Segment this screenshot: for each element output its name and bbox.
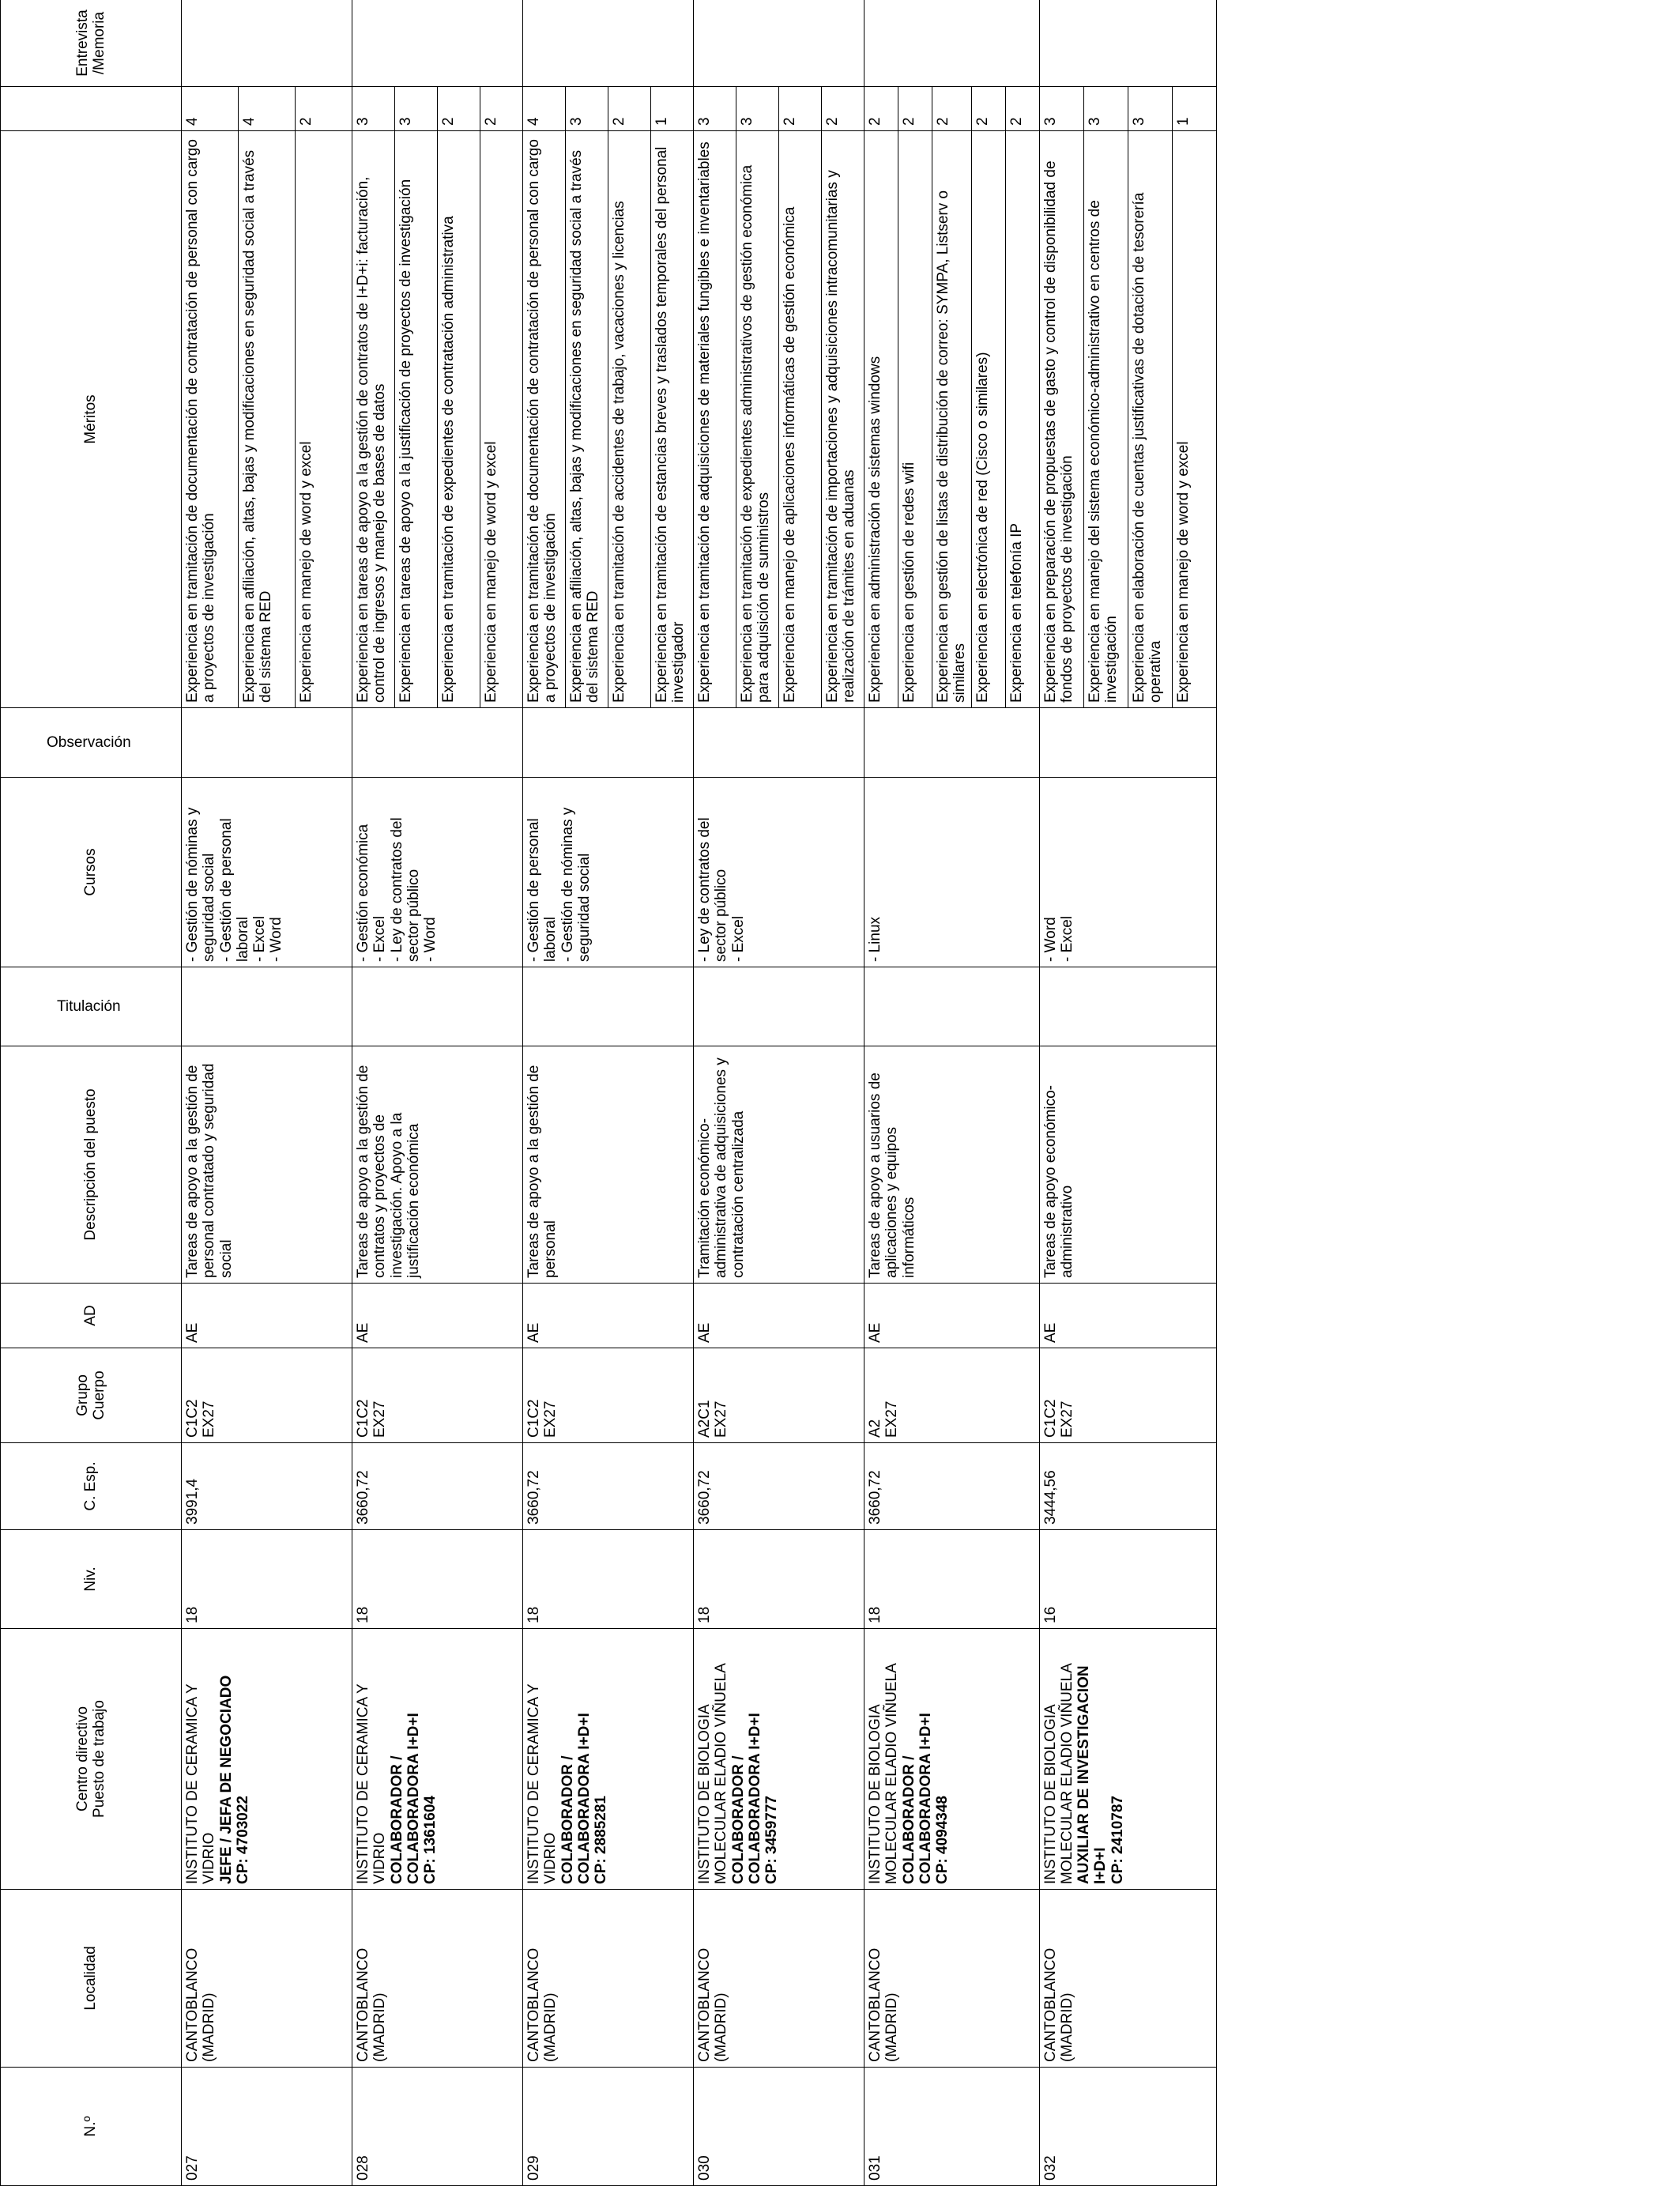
merito-points: 3 (1128, 87, 1172, 131)
puesto-cp: CP: 1361604 (422, 1796, 439, 1884)
cell-niv: 18 (864, 1530, 1040, 1629)
cell-centro (864, 1629, 1040, 1890)
curso-item: - Ley de contratos del sector público (388, 817, 422, 962)
cell-localidad: CANTOBLANCO (MADRID) (864, 1890, 1040, 2068)
curso-item: - Gestión de personal laboral (217, 818, 251, 962)
merito-points: 4 (182, 87, 239, 131)
cell-c-esp: 3660,72 (864, 1443, 1040, 1530)
curso-item: - Ley de contratos del sector público (696, 817, 730, 962)
merito-points: 3 (1083, 87, 1128, 131)
header-localidad: Localidad (1, 1890, 182, 2068)
table-body (182, 0, 1217, 2186)
puesto-title: COLABORADOR / COLABORADORA I+D+I (559, 1713, 593, 1884)
cell-centro (523, 1629, 694, 1890)
cell-cursos (523, 778, 694, 967)
puesto-cp: CP: 4094348 (934, 1796, 951, 1884)
cell-cursos (1039, 778, 1216, 967)
header-centro-line1: Centro directivo (73, 1706, 91, 1812)
cell-localidad: CANTOBLANCO (MADRID) (182, 1890, 352, 2068)
cell-centro (352, 1629, 523, 1890)
merito-text: Experiencia en tramitación de documentación de contratación de personal con cargo a proyectos de investigación (523, 131, 566, 708)
merito-text: Experiencia en afiliación, altas, bajas y modificaciones en seguridad social a través del sistema RED (239, 131, 296, 708)
merito-text: Experiencia en tramitación de expedientes administrativos de gestión económica para adquisición de suministros (736, 131, 779, 708)
merito-points: 3 (694, 87, 736, 131)
cell-no: 031 (864, 2068, 1040, 2186)
merito-text: Experiencia en gestión de redes wifi (898, 131, 932, 708)
curso-item: - Linux (867, 916, 883, 962)
cell-localidad: CANTOBLANCO (MADRID) (352, 1890, 523, 2068)
cell-cursos (352, 778, 523, 967)
cell-titulacion (864, 967, 1040, 1046)
cell-observacion (182, 708, 352, 778)
cell-grupo (1039, 1348, 1216, 1443)
puesto-title: COLABORADOR / COLABORADORA I+D+I (729, 1713, 763, 1884)
table-row (182, 0, 239, 2186)
merito-text: Experiencia en afiliación, altas, bajas y modificaciones en seguridad social a través del sistema RED (566, 131, 608, 708)
cell-c-esp: 3660,72 (694, 1443, 864, 1530)
cell-titulacion (523, 967, 694, 1046)
cell-descripcion: Tareas de apoyo a usuarios de aplicaciones y equipos informáticos (864, 1046, 1040, 1284)
cell-descripcion: Tareas de apoyo a la gestión de personal (523, 1046, 694, 1284)
cell-grupo (864, 1348, 1040, 1443)
merito-text: Experiencia en manejo de word y excel (480, 131, 523, 708)
merito-text: Experiencia en tramitación de expedientes de contratación administrativa (438, 131, 480, 708)
cell-c-esp: 3444,56 (1039, 1443, 1216, 1530)
header-titulacion (1, 967, 182, 1046)
header-entrevista-line1: Entrevista (73, 9, 91, 77)
merito-text: Experiencia en manejo del sistema económico-administrativo en centros de investigación (1083, 131, 1128, 708)
header-descripcion: Descripción del puesto (1, 1046, 182, 1284)
puesto-cp: CP: 2410787 (1109, 1796, 1126, 1884)
grupo-value: C1C2 (525, 1399, 542, 1438)
cell-titulacion (694, 967, 864, 1046)
merito-points: 2 (779, 87, 822, 131)
centro-name: INSTITUTO DE CERAMICA Y VIDRIO (525, 1683, 559, 1884)
cell-no: 032 (1039, 2068, 1216, 2186)
merito-points: 3 (352, 87, 395, 131)
merito-text: Experiencia en electrónica de red (Cisco o similares) (971, 131, 1005, 708)
merito-points: 2 (898, 87, 932, 131)
grupo-value: C1C2 (1042, 1399, 1059, 1438)
cell-ad: AE (182, 1284, 352, 1348)
header-cursos: Cursos (1, 778, 182, 967)
curso-item: - Gestión de personal laboral (525, 818, 559, 962)
merito-text: Experiencia en tramitación de documentación de contratación de personal con cargo a proyectos de investigación (182, 131, 239, 708)
cell-grupo (523, 1348, 694, 1443)
header-c-esp: C. Esp. (1, 1443, 182, 1530)
cell-niv: 18 (694, 1530, 864, 1629)
curso-item: - Word (268, 917, 285, 962)
cell-descripcion: Tramitación económico-administrativa de adquisiciones y contratación centralizada (694, 1046, 864, 1284)
puesto-title: JEFE / JEFA DE NEGOCIADO (217, 1675, 235, 1884)
merito-text: Experiencia en manejo de aplicaciones informáticas de gestión económica (779, 131, 822, 708)
cell-titulacion (1039, 967, 1216, 1046)
cuerpo-value: EX27 (371, 1400, 389, 1438)
cell-descripcion: Tareas de apoyo económico-administrativo (1039, 1046, 1216, 1284)
merito-points: 3 (395, 87, 438, 131)
curso-item: - Excel (371, 915, 389, 962)
merito-points: 4 (239, 87, 296, 131)
cell-entrevista (694, 0, 864, 87)
curso-item: - Excel (251, 915, 269, 962)
merito-points: 3 (1039, 87, 1083, 131)
header-observacion-label: Observación (47, 733, 131, 751)
merito-text: Experiencia en administración de sistemas windows (864, 131, 898, 708)
merito-text: Experiencia en tramitación de estancias breves y traslados temporales del personal investigador (651, 131, 694, 708)
header-meritos: Méritos (1, 131, 182, 708)
merito-text: Experiencia en gestión de listas de distribución de correo: SYMPA, Listserv o similares (932, 131, 972, 708)
cell-cursos (864, 778, 1040, 967)
merito-text: Experiencia en tareas de apoyo a la gestión de contratos de I+D+i: facturación, control de ingresos y manejo de bases de datos (352, 131, 395, 708)
centro-name: INSTITUTO DE BIOLOGIA MOLECULAR ELADIO VIÑUELA (867, 1663, 901, 1884)
cuerpo-value: EX27 (883, 1400, 901, 1438)
curso-item: - Gestión de nóminas y seguridad social (559, 807, 593, 962)
curso-item: - Word (422, 917, 439, 962)
header-observacion (1, 708, 182, 778)
header-no: N.º (1, 2068, 182, 2186)
table-row (1039, 0, 1083, 2186)
merito-points: 2 (480, 87, 523, 131)
merito-points: 2 (932, 87, 972, 131)
cuerpo-value: EX27 (713, 1400, 730, 1438)
merito-text: Experiencia en preparación de propuestas de gasto y control de disponibilidad de fondos de proyectos de investigación (1039, 131, 1083, 708)
merito-text: Experiencia en elaboración de cuentas justificativas de dotación de tesorería operativa (1128, 131, 1172, 708)
header-niv: Niv. (1, 1530, 182, 1629)
merito-text: Experiencia en tramitación de importaciones y adquisiciones intracomunitarias y realización de trámites en aduanas (822, 131, 864, 708)
cell-niv: 16 (1039, 1530, 1216, 1629)
cell-niv: 18 (352, 1530, 523, 1629)
cell-c-esp: 3660,72 (523, 1443, 694, 1530)
cell-entrevista (352, 0, 523, 87)
cell-localidad: CANTOBLANCO (MADRID) (694, 1890, 864, 2068)
cell-c-esp: 3660,72 (352, 1443, 523, 1530)
centro-name: INSTITUTO DE BIOLOGIA MOLECULAR ELADIO VIÑUELA (696, 1663, 730, 1884)
cell-observacion (1039, 708, 1216, 778)
cell-entrevista (523, 0, 694, 87)
cell-ad: AE (694, 1284, 864, 1348)
cell-ad: AE (352, 1284, 523, 1348)
cell-observacion (694, 708, 864, 778)
grupo-value: A2 (867, 1419, 883, 1438)
puesto-cp: CP: 3459777 (763, 1796, 781, 1884)
header-entrevista-line2: /Memoria (91, 11, 107, 75)
cell-grupo (182, 1348, 352, 1443)
table-row (694, 0, 736, 2186)
merito-points: 4 (523, 87, 566, 131)
curso-item: - Excel (729, 915, 747, 962)
cell-centro (694, 1629, 864, 1890)
merito-points: 3 (736, 87, 779, 131)
merito-text: Experiencia en tareas de apoyo a la justificación de proyectos de investigación (395, 131, 438, 708)
merito-text: Experiencia en manejo de word y excel (1172, 131, 1216, 708)
cell-no: 027 (182, 2068, 352, 2186)
cell-niv: 18 (182, 1530, 352, 1629)
puesto-cp: CP: 2885281 (593, 1796, 610, 1884)
cell-ad: AE (1039, 1284, 1216, 1348)
merito-points: 2 (608, 87, 651, 131)
merito-text: Experiencia en manejo de word y excel (296, 131, 352, 708)
cell-observacion (523, 708, 694, 778)
cell-niv: 18 (523, 1530, 694, 1629)
cell-no: 028 (352, 2068, 523, 2186)
cell-descripcion: Tareas de apoyo a la gestión de personal contratado y seguridad social (182, 1046, 352, 1284)
grupo-value: C1C2 (355, 1399, 371, 1438)
table-row (352, 0, 395, 2186)
header-centro-line2: Puesto de trabajo (91, 1700, 107, 1818)
header-entrevista (1, 0, 182, 87)
header-centro (1, 1629, 182, 1890)
cuerpo-value: EX27 (1058, 1400, 1075, 1438)
puesto-title: COLABORADOR / COLABORADORA I+D+I (388, 1713, 422, 1884)
merito-points: 2 (971, 87, 1005, 131)
cell-ad: AE (523, 1284, 694, 1348)
curso-item: - Excel (1058, 915, 1075, 962)
header-titulacion-label: Titulación (57, 997, 121, 1015)
header-grupo (1, 1348, 182, 1443)
cell-localidad: CANTOBLANCO (MADRID) (1039, 1890, 1216, 2068)
cell-grupo (694, 1348, 864, 1443)
puesto-title: COLABORADOR / COLABORADORA I+D+I (900, 1713, 934, 1884)
cell-localidad: CANTOBLANCO (MADRID) (523, 1890, 694, 2068)
cell-grupo (352, 1348, 523, 1443)
centro-name: INSTITUTO DE BIOLOGIA MOLECULAR ELADIO VIÑUELA (1042, 1663, 1075, 1884)
cell-ad: AE (864, 1284, 1040, 1348)
cuerpo-value: EX27 (542, 1400, 559, 1438)
table-row (523, 0, 566, 2186)
cell-titulacion (352, 967, 523, 1046)
cell-no: 030 (694, 2068, 864, 2186)
header-row (1, 0, 182, 2186)
cell-descripcion: Tareas de apoyo a la gestión de contratos y proyectos de investigación. Apoyo a la justificación económica (352, 1046, 523, 1284)
header-meritos-points (1, 87, 182, 131)
cell-c-esp: 3991,4 (182, 1443, 352, 1530)
grupo-value: A2C1 (696, 1400, 713, 1438)
cell-entrevista (1039, 0, 1216, 87)
cell-observacion (864, 708, 1040, 778)
curso-item: - Gestión de nóminas y seguridad social (184, 807, 218, 962)
merito-points: 1 (651, 87, 694, 131)
header-ad: AD (1, 1284, 182, 1348)
cell-cursos (182, 778, 352, 967)
cell-no: 029 (523, 2068, 694, 2186)
header-grupo-line2: Cuerpo (91, 1370, 107, 1420)
curso-item: - Gestión económica (355, 824, 371, 962)
merito-text: Experiencia en telefonía IP (1005, 131, 1039, 708)
cuerpo-value: EX27 (201, 1400, 218, 1438)
puesto-title: AUXILIAR DE INVESTIGACION I+D+I (1075, 1665, 1109, 1884)
header-grupo-line1: Grupo (73, 1374, 91, 1416)
cell-observacion (352, 708, 523, 778)
merito-points: 2 (438, 87, 480, 131)
centro-name: INSTITUTO DE CERAMICA Y VIDRIO (355, 1683, 389, 1884)
merito-text: Experiencia en tramitación de accidentes de trabajo, vacaciones y licencias (608, 131, 651, 708)
cell-centro (1039, 1629, 1216, 1890)
merito-points: 2 (296, 87, 352, 131)
cell-entrevista (864, 0, 1040, 87)
table-row (864, 0, 898, 2186)
merito-points: 1 (1172, 87, 1216, 131)
merito-points: 2 (822, 87, 864, 131)
puesto-cp: CP: 4703022 (234, 1796, 251, 1884)
merito-points: 2 (864, 87, 898, 131)
merito-points: 3 (566, 87, 608, 131)
grupo-value: C1C2 (184, 1399, 201, 1438)
cell-centro (182, 1629, 352, 1890)
centro-name: INSTITUTO DE CERAMICA Y VIDRIO (184, 1683, 218, 1884)
cell-cursos (694, 778, 864, 967)
cell-entrevista (182, 0, 352, 87)
merito-text: Experiencia en tramitación de adquisiciones de materiales fungibles e inventariables (694, 131, 736, 708)
curso-item: - Word (1042, 917, 1059, 962)
merito-points: 2 (1005, 87, 1039, 131)
cell-titulacion (182, 967, 352, 1046)
